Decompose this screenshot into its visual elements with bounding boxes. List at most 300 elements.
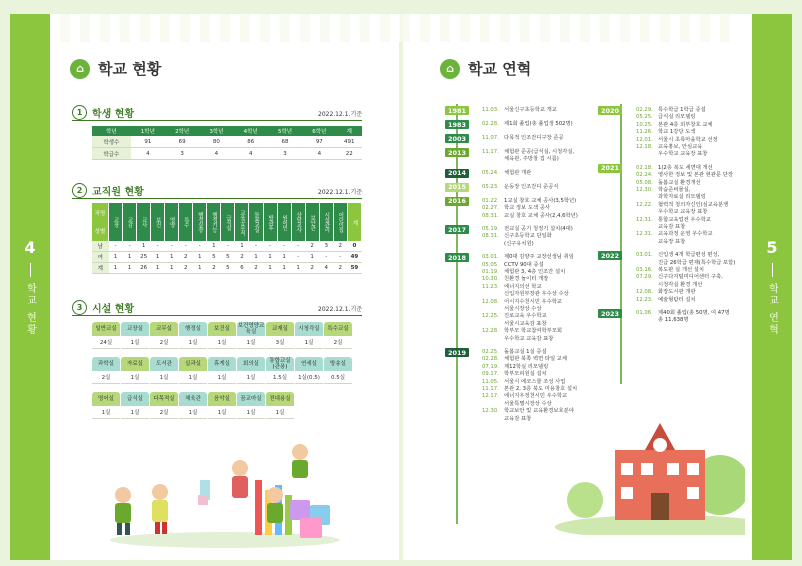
table-cell: 0 [347,241,361,252]
year-badge: 2016 [445,197,469,206]
facility-value: 1실 [121,371,149,384]
event-date [482,336,504,343]
event-text: 운동장 인조잔디 준공식 [504,183,559,190]
column-header: 보건 [151,203,165,241]
event-date: 11.23. [482,283,499,290]
year-badge: 2021 [598,164,622,173]
facility-cell [121,357,149,384]
section-divider [72,198,362,199]
event-date: 12.23. [636,296,653,303]
event-date: 12.30. [636,187,653,193]
event-text: 체험관 북쪽 벽면 타일 교체 [504,356,568,363]
facility-value: 1실 [295,336,323,349]
facility-cell [208,322,236,349]
left-side-label: 학교 현황 [24,282,36,337]
school-icon: ⌂ [70,59,90,79]
event-text: 우수학교 교육감 표창 [504,335,554,342]
table-cell: 1 [109,252,123,263]
left-page-number: 4 [24,237,36,257]
facility-label: 시청각실 [295,322,323,336]
table-cell: 2 [207,263,221,274]
table-cell: - [109,241,123,252]
event-text: 우수학교 교육장 표창 [658,209,708,216]
children-illustration [105,440,345,550]
facility-label: 과학실 [92,357,120,371]
table-cell: 2 [179,263,193,274]
table-cell: 1 [263,252,277,263]
timeline-event [636,114,696,121]
event-text: 제0대 김양주 교장선생님 취임 [504,254,574,261]
facility-label: 특수교실 [324,322,352,336]
table-cell: 5 [221,252,235,263]
event-text: 급식실 리모델링 [658,114,696,121]
event-date [482,291,504,298]
timeline-event [636,151,707,158]
facility-label: 행정실 [179,322,207,336]
school-building-illustration [545,405,745,535]
timeline-event [636,274,723,281]
event-date [636,282,658,289]
staff-table [92,203,362,274]
event-text: 체험관 3, 4층 인조잔 설치 [504,269,566,275]
event-text: 교육장 표창 [658,238,686,245]
column-header: 교사 [137,203,151,241]
timeline-event [482,184,559,191]
event-text: 신구다지털미디어센터 구축, [658,274,723,281]
facility-cell [208,392,236,419]
timeline-event [482,241,534,248]
table-cell: 1 [123,252,137,263]
facility-value: 1실 [208,336,236,349]
column-header: 행정실장 [193,203,207,241]
facility-value: 1실 [208,406,236,419]
facility-cell [179,392,207,419]
timeline-event [636,297,696,304]
event-date [482,156,504,163]
event-date: 05.23. [482,183,499,190]
event-text: 서울신구초등학교 개교 [504,107,557,113]
column-header: 시설관리 [319,203,333,241]
table-cell: 2 [305,241,319,252]
table-cell: 2 [179,252,193,263]
facility-cell [237,357,265,384]
column-header: 특수 [179,203,193,241]
facility-label: 다목적실 [150,392,178,406]
table-row [92,136,362,148]
column-header: 계 [336,126,362,136]
event-date: 01.06. [636,310,653,316]
column-header: 5학년 [268,126,302,136]
facility-cell [237,392,265,419]
section-heading-students [72,105,134,120]
side-divider [772,263,773,277]
event-date: 07.19. [482,363,499,370]
facility-label: 전대용실 [266,392,294,406]
event-text: 통합교육업전 우수학교 [658,216,711,223]
table-cell: 1 [123,263,137,274]
facility-value: 1실 [208,371,236,384]
event-date [636,151,658,158]
event-text: 과학자료실 리모델링 [658,194,706,201]
facility-label: 음악실 [208,392,236,406]
event-date: 07.29. [636,274,653,281]
table-cell: 25 [137,252,151,263]
facility-value: 1실 [237,371,265,384]
table-cell: 1 [137,241,151,252]
facility-cell [237,322,265,349]
column-header: 교감 [123,203,137,241]
column-header: 2학년 [165,126,199,136]
event-date: 11.17. [482,149,499,155]
table-cell: 68 [268,136,302,148]
facility-cell [295,322,323,349]
event-text: 어시지수천시민 우수학교 [504,298,562,305]
event-text: (신구유치원) [504,240,534,247]
facility-value: 1실 [92,406,120,419]
left-side-tab [10,14,50,560]
event-text: 돌봄교실 환경개선 [658,179,701,186]
event-date: 12.30. [482,408,499,415]
year-badge: 2018 [445,253,469,262]
timeline-event [482,205,550,212]
timeline-event [636,317,688,324]
table-cell: 남 [92,241,109,252]
facility-value: 3실 [266,336,294,349]
facility-label: 통합교실(관용) [266,357,294,371]
table-cell: 1 [305,252,319,263]
table-cell: 22 [336,148,362,160]
page-title-text: 학교 현황 [98,60,162,78]
facility-value: 1실 [121,336,149,349]
table-cell: 1 [249,252,263,263]
timeline-event [482,170,531,177]
table-cell: - [291,241,305,252]
table-cell: 4 [131,148,165,160]
event-date: 05.25. [636,114,653,121]
facility-label: 급식실 [121,392,149,406]
event-date: 11.03. [482,107,499,113]
facility-label: 교무실 [150,322,178,336]
timeline-event [636,252,719,259]
event-date: 08.31. [482,212,499,219]
event-text: 교육감 표창 [504,415,532,422]
table-cell: - [291,252,305,263]
event-text: 특수학급 1학급 증설 [658,107,706,113]
facility-value: 1실 [237,406,265,419]
timeline-event [482,121,573,128]
table-cell: 91 [131,136,165,148]
section-title: 학생 현황 [92,109,135,120]
table-cell: 5 [221,263,235,274]
facility-cell [208,357,236,384]
event-text: 예술형탐터 설치 [658,296,696,303]
event-date: 05.08. [636,179,653,186]
table-cell: - [221,241,235,252]
facility-cell [150,357,178,384]
table-cell: 5 [207,252,221,263]
timeline-event [482,262,544,269]
timeline-event [636,172,733,179]
table-cell: 49 [347,252,361,263]
event-date [482,401,504,408]
section-number: 1 [72,105,87,120]
event-date: 11.17. [482,386,499,392]
facility-value: 1.5실 [266,371,294,384]
table-cell: - [333,252,347,263]
timeline-event [636,260,735,267]
event-date: 12.08. [482,298,499,305]
table-cell: 3 [319,241,333,252]
timeline-event [482,291,569,298]
year-badge: 2019 [445,348,469,357]
column-header: 3학년 [199,126,233,136]
timeline-event [636,289,696,296]
table-cell: 학생수 [92,136,131,148]
facility-value: 2실 [92,371,120,384]
column-header: 보안관 [305,203,319,241]
event-date: 12.31. [636,231,653,238]
table-cell: 69 [165,136,199,148]
table-cell: 491 [336,136,362,148]
event-text: 복도판 실 개선 설치 [658,267,704,273]
facility-cell [266,392,294,419]
table-cell: 1 [151,252,165,263]
column-header: 계 [347,203,361,241]
facility-value: 1실 [266,406,294,419]
event-text: 본관 4층 외부창호 교체 [658,121,713,128]
column-header: 원어민 [277,203,291,241]
event-date: 10.25. [636,121,653,128]
event-date [636,224,658,231]
facility-label: 실과실 [179,357,207,371]
section-title: 교직원 현황 [92,187,144,198]
event-text: 시청각실 환경 개선 [658,281,703,288]
table-cell: 계 [92,263,109,274]
year-badge: 2023 [598,309,622,318]
section-divider [72,120,362,121]
event-text: 체험관 개관 [504,169,532,176]
table-cell: - [319,252,333,263]
timeline-event [636,209,707,216]
facility-value: 2실 [324,336,352,349]
year-badge: 1981 [445,106,469,115]
timeline-event [482,213,578,220]
event-text: 1교실 창호 교체 공사(3,5학년) [504,197,577,204]
confetti-decoration [60,14,740,42]
facility-value: 1실 [150,371,178,384]
event-text: 학부모피원실 설치 [504,371,547,378]
timeline-event [482,393,567,400]
event-date: 02.25. [482,349,499,355]
timeline-event [482,371,547,378]
table-cell: 1 [165,252,179,263]
event-text: 화장도시관 개관 [658,289,696,296]
event-date: 12.18. [636,144,653,150]
table-cell: 2 [249,263,263,274]
event-date: 10.30. [482,276,499,283]
column-header: 행정기능 [207,203,221,241]
page-title-school-history [440,58,531,79]
event-date: 12.25. [482,313,499,320]
facility-cell [266,357,294,384]
column-header: 어린이집 [333,203,347,241]
facility-value: 2실 [150,336,178,349]
event-text: 교육홍보, 안심교육 [658,144,703,150]
timeline-event [636,137,718,144]
event-date: 12.31. [636,216,653,223]
facility-value: 1실 [121,406,149,419]
event-text: CCTV 90대 증설 [504,261,544,268]
table-cell: 2 [235,252,249,263]
table-cell: - [277,241,291,252]
event-text: 에너지의선 학교 [504,283,542,290]
event-date: 03.01. [636,252,653,259]
facility-cell [324,322,352,349]
facility-label: 교재실 [266,322,294,336]
facility-row [92,322,353,349]
column-header: 방과후 [263,203,277,241]
standard-date: 2022.12.1.기준 [318,111,363,118]
table-cell: 1 [277,252,291,263]
facility-value: 0.5실 [324,371,352,384]
facility-value: 2실 [150,406,178,419]
event-date [482,306,504,313]
event-text: 전교실 공기 청정기 설치(4대) [504,226,573,232]
school-icon: ⌂ [440,59,460,79]
event-date [636,239,658,246]
table-row [92,252,362,263]
section-title: 시설 현황 [92,304,135,315]
table-cell: - [151,241,165,252]
event-date: 12.28. [482,328,499,335]
section-number: 3 [72,300,87,315]
table-row [92,241,362,252]
right-side-label: 학교 연혁 [766,282,778,337]
corner-header [92,203,109,241]
event-text: 학교보안 및 교육환경보호분야 [504,408,574,415]
column-header: 6학년 [302,126,336,136]
facility-label: 연세실 [295,357,323,371]
timeline-event [636,239,685,246]
event-date [636,317,658,324]
table-header-row [92,203,362,241]
table-cell: 3 [165,148,199,160]
facility-cell [266,322,294,349]
page-title-text: 학교 연혁 [468,60,532,78]
timeline-event [482,276,548,283]
facility-cell [92,392,120,419]
column-header: 1학년 [131,126,165,136]
column-header: 교육공무직 [235,203,249,241]
event-date: 03.01. [482,254,499,261]
table-cell: 80 [199,136,233,148]
column-header: 돌봄교실 [249,203,263,241]
facility-cell [92,322,120,349]
year-badge: 2013 [445,148,469,157]
table-cell: 2 [333,241,347,252]
timeline-event [482,328,562,335]
event-text: 학교 1강당 도색 [658,129,696,136]
year-badge: 2020 [598,106,622,115]
event-date: 02.18. [636,164,653,171]
table-cell: - [165,241,179,252]
event-text: 학교 정보 도색 공사 [504,205,550,212]
event-text: 협력적 청의자신인(심교육분쟁 [658,201,729,208]
year-badge: 2015 [445,183,469,192]
facility-cell [295,357,323,384]
facility-value: 24실 [92,336,120,349]
table-cell: 26 [137,263,151,274]
table-row [92,263,362,274]
facility-label: 체육관 [179,392,207,406]
side-divider [30,263,31,277]
event-date: 01.19. [482,269,499,275]
event-text: 제1회 졸업(총 졸업생 502명) [504,121,573,127]
timeline-event [482,299,562,306]
table-cell: 1 [151,263,165,274]
corner-label-bottom: 성별 [94,229,106,235]
timeline-event [636,217,711,224]
facility-label: 방송실 [324,357,352,371]
event-date: 02.24. [636,172,653,179]
facility-cell [150,322,178,349]
table-cell: - [179,241,193,252]
event-date [482,416,504,423]
table-cell: 1 [277,263,291,274]
column-header: 4학년 [234,126,268,136]
timeline-event [482,379,565,386]
table-cell: - [263,241,277,252]
event-text: 제12학실 리모델링 [504,363,549,370]
timeline-line-right [620,104,622,384]
event-date [636,260,658,267]
table-cell: 1 [235,241,249,252]
event-text: 교육과정 운영 우수학교 [658,231,713,238]
section-heading-staff [72,183,144,198]
table-row [92,148,362,160]
column-header: 학년 [92,126,131,136]
right-page-number: 5 [766,237,778,257]
table-cell: 4 [199,148,233,160]
event-text: 신입생 4개 학급편성 편성, [658,252,720,259]
event-date [636,194,658,201]
facility-row [92,357,353,384]
timeline-event [482,254,574,261]
column-header: 상담교사 [291,203,305,241]
timeline-event [482,156,559,163]
event-date: 08.31. [482,233,499,240]
event-date: 01.22. [482,197,499,204]
timeline-event [482,416,531,423]
event-date: 12.08. [636,289,653,296]
facility-label: 휴게실 [208,357,236,371]
event-text: 우수학교 교육장 표창 [658,151,708,158]
event-text: 서울시장상 수상 [504,306,542,312]
table-cell: 2 [305,263,319,274]
section-number: 2 [72,183,87,198]
table-cell: 86 [234,136,268,148]
event-text: 진로교육 우수학교 [504,313,547,320]
table-cell: 1 [193,252,207,263]
event-text: 제40회 졸업(총 50명, 여 47명 [658,310,730,316]
timeline-event [636,194,706,201]
facility-label: 보건영양교육실 [237,323,265,335]
facility-value: 1실(0.5) [295,371,323,384]
event-date: 11.26. [636,129,653,136]
event-date: 09.17. [482,371,499,378]
facility-value: 1실 [179,336,207,349]
table-cell: 여 [92,252,109,263]
